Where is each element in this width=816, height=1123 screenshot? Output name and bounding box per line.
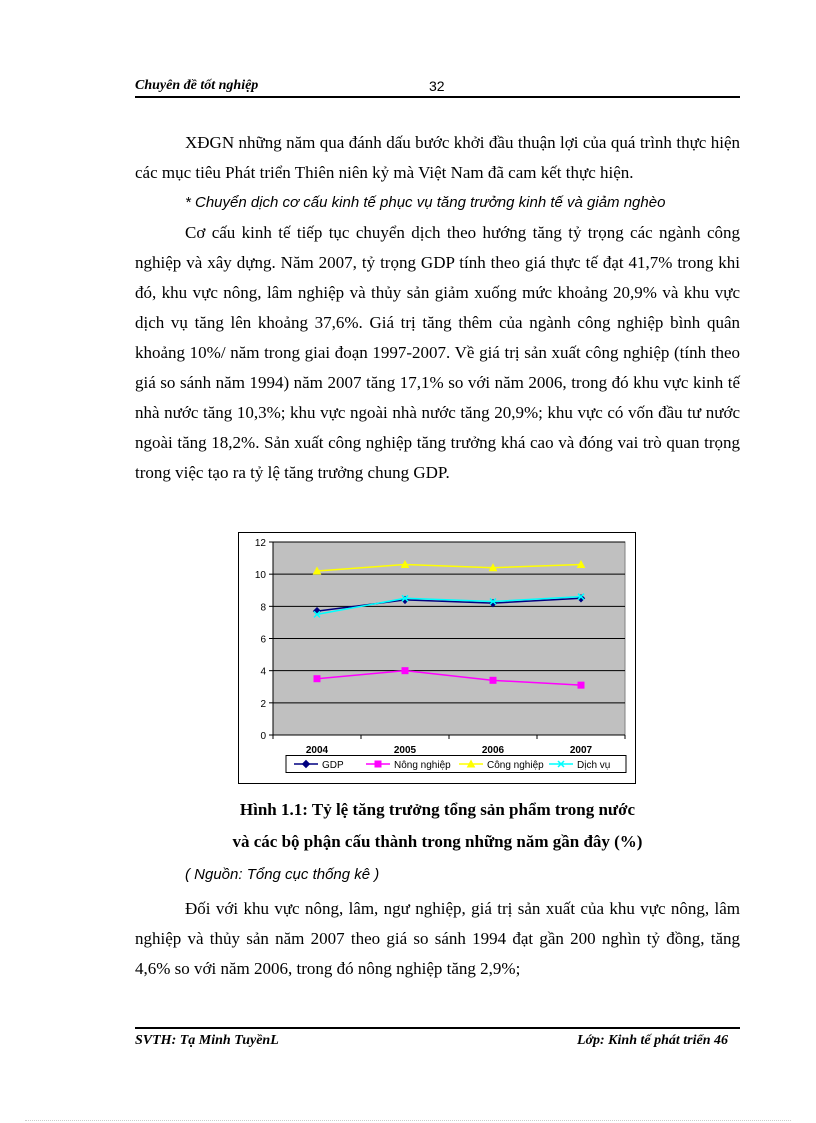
figure-caption-line2: và các bộ phận cấu thành trong những năm gần đây (%)	[232, 832, 643, 851]
footer-author: SVTH: Tạ Minh TuyềnL	[135, 1033, 279, 1048]
header-title: Chuyên đề tốt nghiệp	[135, 78, 259, 93]
footer-class: Lớp: Kinh tế phát triển 46	[576, 1033, 728, 1048]
chart-svg	[238, 532, 636, 784]
legend-label-công-nghiệp: Công nghiệp	[487, 760, 544, 771]
legend-label-dịch-vụ: Dịch vụ	[577, 760, 611, 771]
page-number: 32	[429, 78, 445, 94]
x-tick-label: 2007	[569, 745, 593, 756]
y-tick-label: 10	[254, 570, 266, 582]
y-tick-label: 4	[260, 666, 266, 678]
legend-label-gdp: GDP	[322, 760, 344, 771]
data-point-nông-nghiệp	[578, 682, 584, 688]
figure-caption-line1: Hình 1.1: Tỷ lệ tăng trưởng tổng sản phẩm trong nước	[239, 800, 636, 819]
x-tick-label: 2005	[393, 745, 417, 756]
paragraph-3: Đối với khu vực nông, lâm, ngư nghiệp, giá trị sản xuất của khu vực nông, lâm nghiệp và thủy sản năm 2007 theo giá so sánh 1994 đạt gần 200 nghìn tỷ đồng, tăng 4,6% so với năm 2006, trong đó nông nghiệp tăng 2,9%;	[135, 899, 740, 978]
y-tick-label: 8	[260, 602, 266, 614]
header-rule	[135, 96, 740, 98]
figure-source: ( Nguồn: Tổng cục thống kê )	[185, 866, 380, 883]
text-block-bottom	[135, 894, 740, 984]
data-point-nông-nghiệp	[402, 668, 408, 674]
legend-marker-nông-nghiệp	[375, 761, 381, 767]
section-heading: * Chuyển dịch cơ cấu kinh tế phục vụ tăng trưởng kinh tế và giảm nghèo	[185, 194, 666, 211]
data-point-nông-nghiệp	[490, 677, 496, 683]
y-tick-label: 12	[254, 538, 266, 549]
y-tick-label: 0	[260, 731, 266, 742]
footer-rule	[135, 1027, 740, 1029]
y-tick-label: 2	[260, 698, 266, 710]
paragraph-2: Cơ cấu kinh tế tiếp tục chuyển dịch theo hướng tăng tỷ trọng các ngành công nghiệp và xây dựng. Năm 2007, tỷ trọng GDP tính theo giá thực tế đạt 41,7% trong khi đó, khu vực nông, lâm nghiệp và thủy sản giảm xuống mức khoảng 20,9% và khu vực dịch vụ tăng lên khoảng 37,6%. Giá trị tăng thêm của ngành công nghiệp bình quân khoảng 10%/ năm trong giai đoạn 1997-2007. Về giá trị sản xuất công nghiệp (tính theo giá so sánh năm 1994) năm 2007 tăng 17,1% so với năm 2006, trong đó khu vực kinh tế nhà nước tăng 10,3%; khu vực ngoài nhà nước tăng 20,9%; khu vực có vốn đầu tư nước ngoài tăng 18,2%. Sản xuất công nghiệp tăng trưởng khá cao và đóng vai trò quan trọng trong việc tạo ra tỷ lệ tăng trưởng chung GDP.	[135, 223, 740, 482]
growth-chart	[238, 532, 636, 784]
y-tick-label: 6	[260, 634, 266, 646]
page-edge	[25, 1120, 791, 1121]
data-point-nông-nghiệp	[314, 676, 320, 682]
paragraph-1: XĐGN những năm qua đánh dấu bước khởi đầu thuận lợi của quá trình thực hiện các mục tiêu Phát triển Thiên niên kỷ mà Việt Nam đã cam kết thực hiện.	[135, 133, 740, 182]
legend-label-nông-nghiệp: Nông nghiệp	[394, 760, 451, 771]
x-tick-label: 2004	[305, 745, 329, 756]
x-tick-label: 2006	[481, 745, 505, 756]
page-header	[135, 78, 740, 96]
text-block-top	[135, 128, 740, 488]
